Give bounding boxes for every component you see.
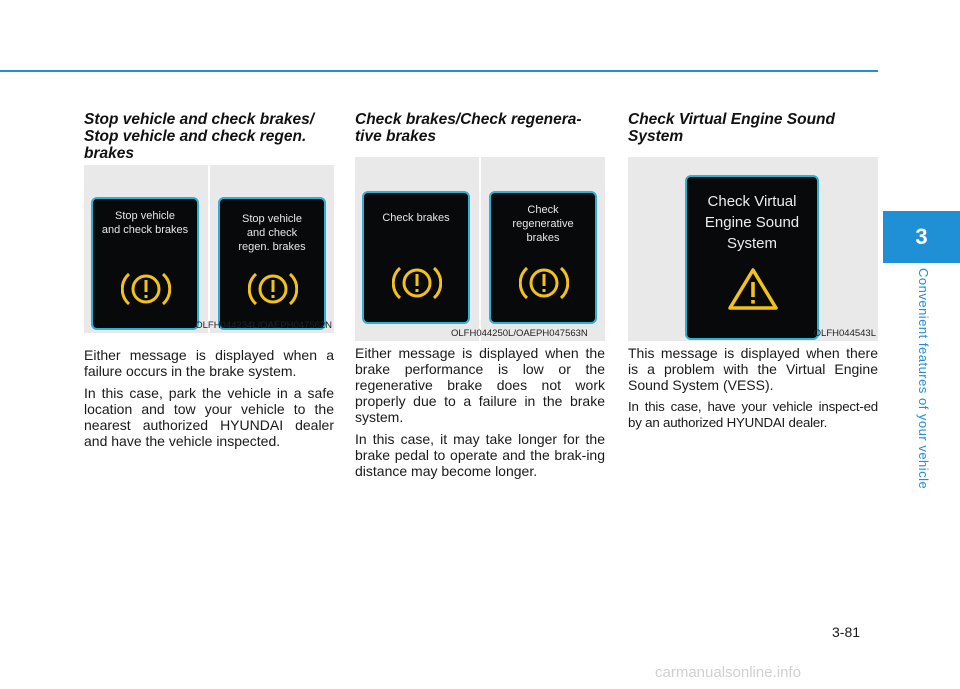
- cluster-figure: [628, 157, 878, 341]
- screen-message: Check Virtual Engine Sound System: [704, 193, 800, 252]
- cluster-message-screen: [218, 197, 326, 330]
- screen-message: Stop vehicle and check brakes: [101, 210, 189, 236]
- section-check-brakes: [355, 111, 605, 485]
- cluster-message-screen: [91, 197, 199, 330]
- section-heading: Check brakes/Check regenera- tive brakes: [355, 111, 582, 145]
- section-heading: Stop vehicle and check brakes/ Stop vehicle and check regen. brakes: [84, 111, 315, 162]
- figure-divider: [208, 165, 210, 333]
- brake-warning-icon: [121, 269, 171, 309]
- paragraph: In this case, park the vehicle in a safe location and tow your vehicle to the nearest authorized HYUNDAI dealer and have the vehicle inspected.: [84, 385, 334, 449]
- watermark: carmanualsonline.info: [655, 664, 801, 681]
- section-check-virtual-engine-sound: [628, 111, 878, 437]
- section-body: [355, 345, 605, 479]
- chapter-title: Convenient features of your vehicle: [916, 268, 931, 490]
- paragraph: Either message is displayed when a failure occurs in the brake system.: [84, 347, 334, 379]
- cluster-figure: [355, 157, 605, 341]
- cluster-message-screen: [685, 175, 819, 340]
- chapter-number-tab: 3: [883, 211, 960, 263]
- paragraph: In this case, it may take longer for the brake pedal to operate and the brak-ing distance may become longer.: [355, 431, 605, 479]
- page-number: 3-81: [832, 624, 861, 640]
- section-heading: Check Virtual Engine Sound System: [628, 111, 835, 145]
- figure-caption: OLFH044234L/OAEPH047562N: [195, 320, 332, 331]
- warning-triangle-icon: [727, 267, 779, 311]
- section-stop-vehicle-check-brakes: [84, 111, 334, 455]
- screen-message: Stop vehicle and check regen. brakes: [238, 213, 306, 253]
- cluster-message-screen: [489, 191, 597, 324]
- figure-caption: OLFH044250L/OAEPH047563N: [451, 328, 588, 339]
- brake-warning-icon: [519, 263, 569, 303]
- paragraph: In this case, have your vehicle inspect-ed by an authorized HYUNDAI dealer.: [628, 399, 878, 430]
- brake-warning-icon: [248, 269, 298, 309]
- figure-caption: OLFH044543L: [813, 328, 876, 339]
- paragraph: Either message is displayed when the brake performance is low or the regenerative brake does not work properly due to a failure in the brake system.: [355, 345, 605, 425]
- figure-divider: [479, 157, 481, 341]
- screen-message: Check brakes: [382, 212, 450, 224]
- section-body: [628, 345, 878, 431]
- screen-message: Check regenerative brakes: [512, 204, 574, 244]
- header-rule: [0, 70, 878, 72]
- brake-warning-icon: [392, 263, 442, 303]
- cluster-figure: [84, 165, 334, 333]
- paragraph: This message is displayed when there is a problem with the Virtual Engine Sound System (VESS).: [628, 345, 878, 393]
- cluster-message-screen: [362, 191, 470, 324]
- section-body: [84, 347, 334, 449]
